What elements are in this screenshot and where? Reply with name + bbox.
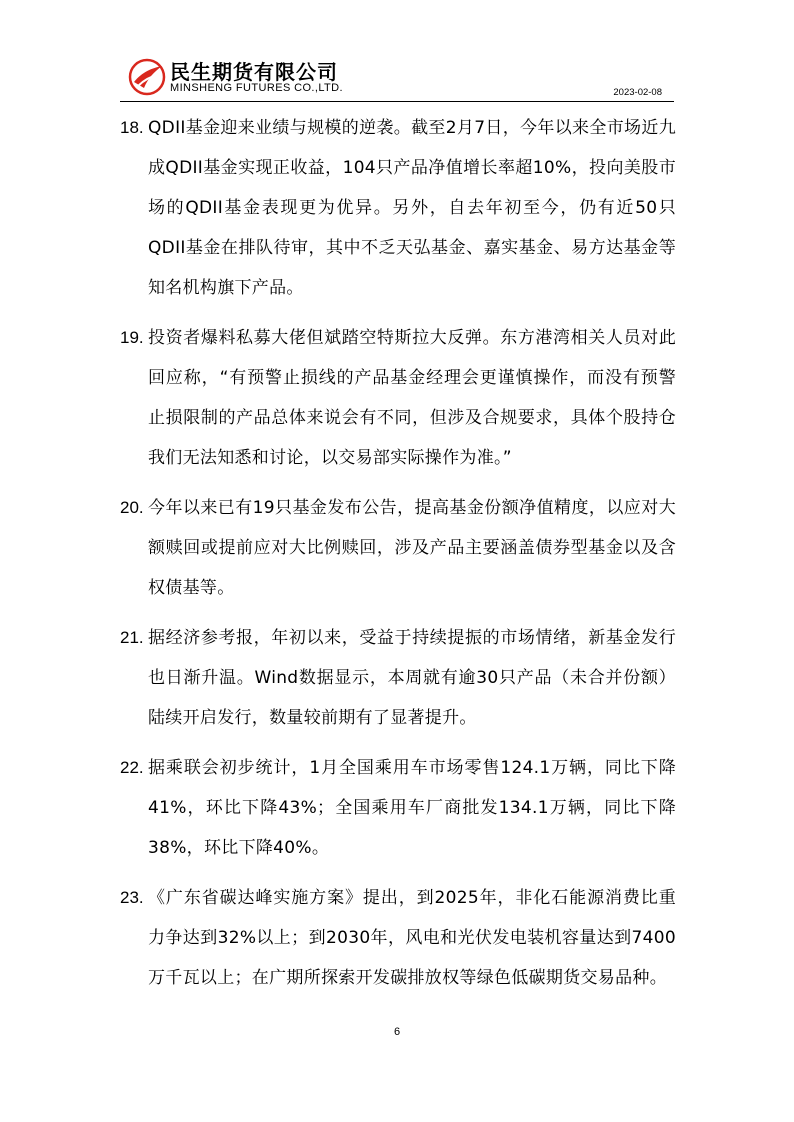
item-text: 据乘联会初步统计，1月全国乘用车市场零售124.1万辆，同比下降41%，环比下降43%；全国乘用车厂商批发134.1万辆，同比下降38%，环比下降40%。 bbox=[148, 758, 676, 858]
header-divider bbox=[120, 101, 674, 102]
company-name-cn: 民生期货有限公司 bbox=[170, 60, 338, 84]
news-item bbox=[120, 318, 676, 478]
item-number: 23. bbox=[120, 888, 144, 907]
item-number: 22. bbox=[120, 758, 144, 777]
item-number: 21. bbox=[120, 628, 144, 647]
item-text: QDII基金迎来业绩与规模的逆袭。截至2月7日，今年以来全市场近九成QDII基金实现正收益，104只产品净值增长率超10%，投向美股市场的QDII基金表现更为优异。另外，自去年初至今，仍有近50只QDII基金在排队待审，其中不乏天弘基金、嘉实基金、易方达基金等知名机构旗下产品。 bbox=[148, 118, 676, 298]
item-text: 《广东省碳达峰实施方案》提出，到2025年，非化石能源消费比重力争达到32%以上；到2030年，风电和光伏发电装机容量达到7400万千瓦以上；在广期所探索开发碳排放权等绿色低碳期货交易品种。 bbox=[148, 888, 676, 988]
news-list bbox=[120, 108, 676, 1008]
news-item bbox=[120, 488, 676, 608]
item-text: 投资者爆料私募大佬但斌踏空特斯拉大反弹。东方港湾相关人员对此回应称，“有预警止损线的产品基金经理会更谨慎操作，而没有预警止损限制的产品总体来说会有不同，但涉及合规要求，具体个股持仓我们无法知悉和讨论，以交易部实际操作为准。” bbox=[148, 328, 676, 468]
page-number: 6 bbox=[393, 1026, 401, 1038]
report-date: 2023-02-08 bbox=[613, 87, 662, 98]
company-logo-icon bbox=[128, 58, 166, 96]
item-text: 据经济参考报，年初以来，受益于持续提振的市场情绪，新基金发行也日渐升温。Wind数据显示，本周就有逾30只产品（未合并份额）陆续开启发行，数量较前期有了显著提升。 bbox=[148, 628, 676, 728]
item-text: 今年以来已有19只基金发布公告，提高基金份额净值精度，以应对大额赎回或提前应对大比例赎回，涉及产品主要涵盖债券型基金以及含权债基等。 bbox=[148, 498, 676, 598]
item-number: 18. bbox=[120, 118, 144, 137]
company-name-en: MINSHENG FUTURES CO.,LTD. bbox=[170, 82, 343, 94]
news-item bbox=[120, 878, 676, 998]
page-header bbox=[120, 52, 674, 102]
item-number: 19. bbox=[120, 328, 144, 347]
news-item bbox=[120, 618, 676, 738]
item-number: 20. bbox=[120, 498, 144, 517]
news-item bbox=[120, 748, 676, 868]
news-item bbox=[120, 108, 676, 308]
